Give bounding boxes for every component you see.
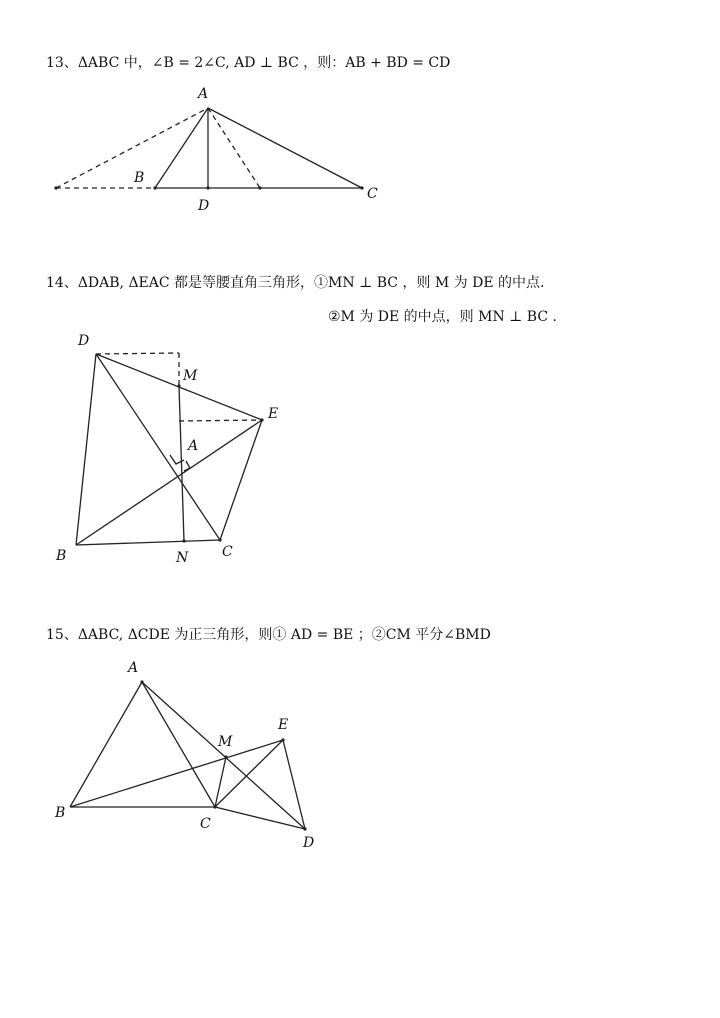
segment-AB — [155, 108, 208, 188]
label-A: A — [128, 660, 139, 676]
problem-15-statement: 15、ΔABC, ΔCDE 为正三角形，则① AD = BE ；②CM 平分∠BMD — [46, 627, 491, 643]
figure-14 — [55, 333, 278, 566]
label-A: A — [198, 86, 209, 102]
segment-AC — [208, 108, 362, 188]
dashed-to-E — [179, 420, 262, 421]
label-E: E — [268, 406, 279, 422]
dashed-line-A-left — [56, 108, 208, 188]
problem-14-statement-line2: ②M 为 DE 的中点，则 MN ⊥ BC . — [328, 309, 557, 325]
segment-BC — [76, 540, 220, 545]
segment-MC — [215, 757, 226, 807]
dashed-D-top — [96, 353, 179, 354]
label-D: D — [198, 198, 210, 214]
segment-ED — [283, 740, 305, 829]
segment-BE — [70, 740, 283, 807]
label-B: B — [134, 170, 145, 186]
problem-14-statement-line1: 14、ΔDAB, ΔEAC 都是等腰直角三角形，①MN ⊥ BC ，则 M 为 DE 的中点. — [46, 275, 545, 291]
segment-CD — [215, 807, 305, 829]
label-M: M — [183, 368, 198, 384]
label-N: N — [176, 550, 189, 566]
segment-AC — [142, 682, 215, 807]
dashed-line-A-right — [208, 108, 260, 188]
segment-MN — [179, 386, 184, 541]
label-A: A — [188, 438, 199, 454]
figure-13 — [54, 86, 378, 214]
problem-13-statement: 13、ΔABC 中，∠B = 2∠C, AD ⊥ BC ，则：AB + BD = CD — [46, 55, 451, 71]
label-E: E — [278, 717, 289, 733]
segment-DC — [96, 354, 220, 540]
figure-15 — [54, 660, 314, 851]
label-D: D — [303, 835, 315, 851]
label-B: B — [56, 548, 67, 564]
label-C: C — [222, 544, 233, 560]
segment-BE — [76, 420, 262, 545]
label-M: M — [218, 734, 233, 750]
label-B: B — [55, 805, 66, 821]
label-C: C — [200, 816, 211, 832]
segment-CE — [220, 420, 262, 540]
segment-DB — [76, 354, 96, 545]
label-C: C — [367, 186, 378, 202]
label-D: D — [78, 333, 90, 349]
